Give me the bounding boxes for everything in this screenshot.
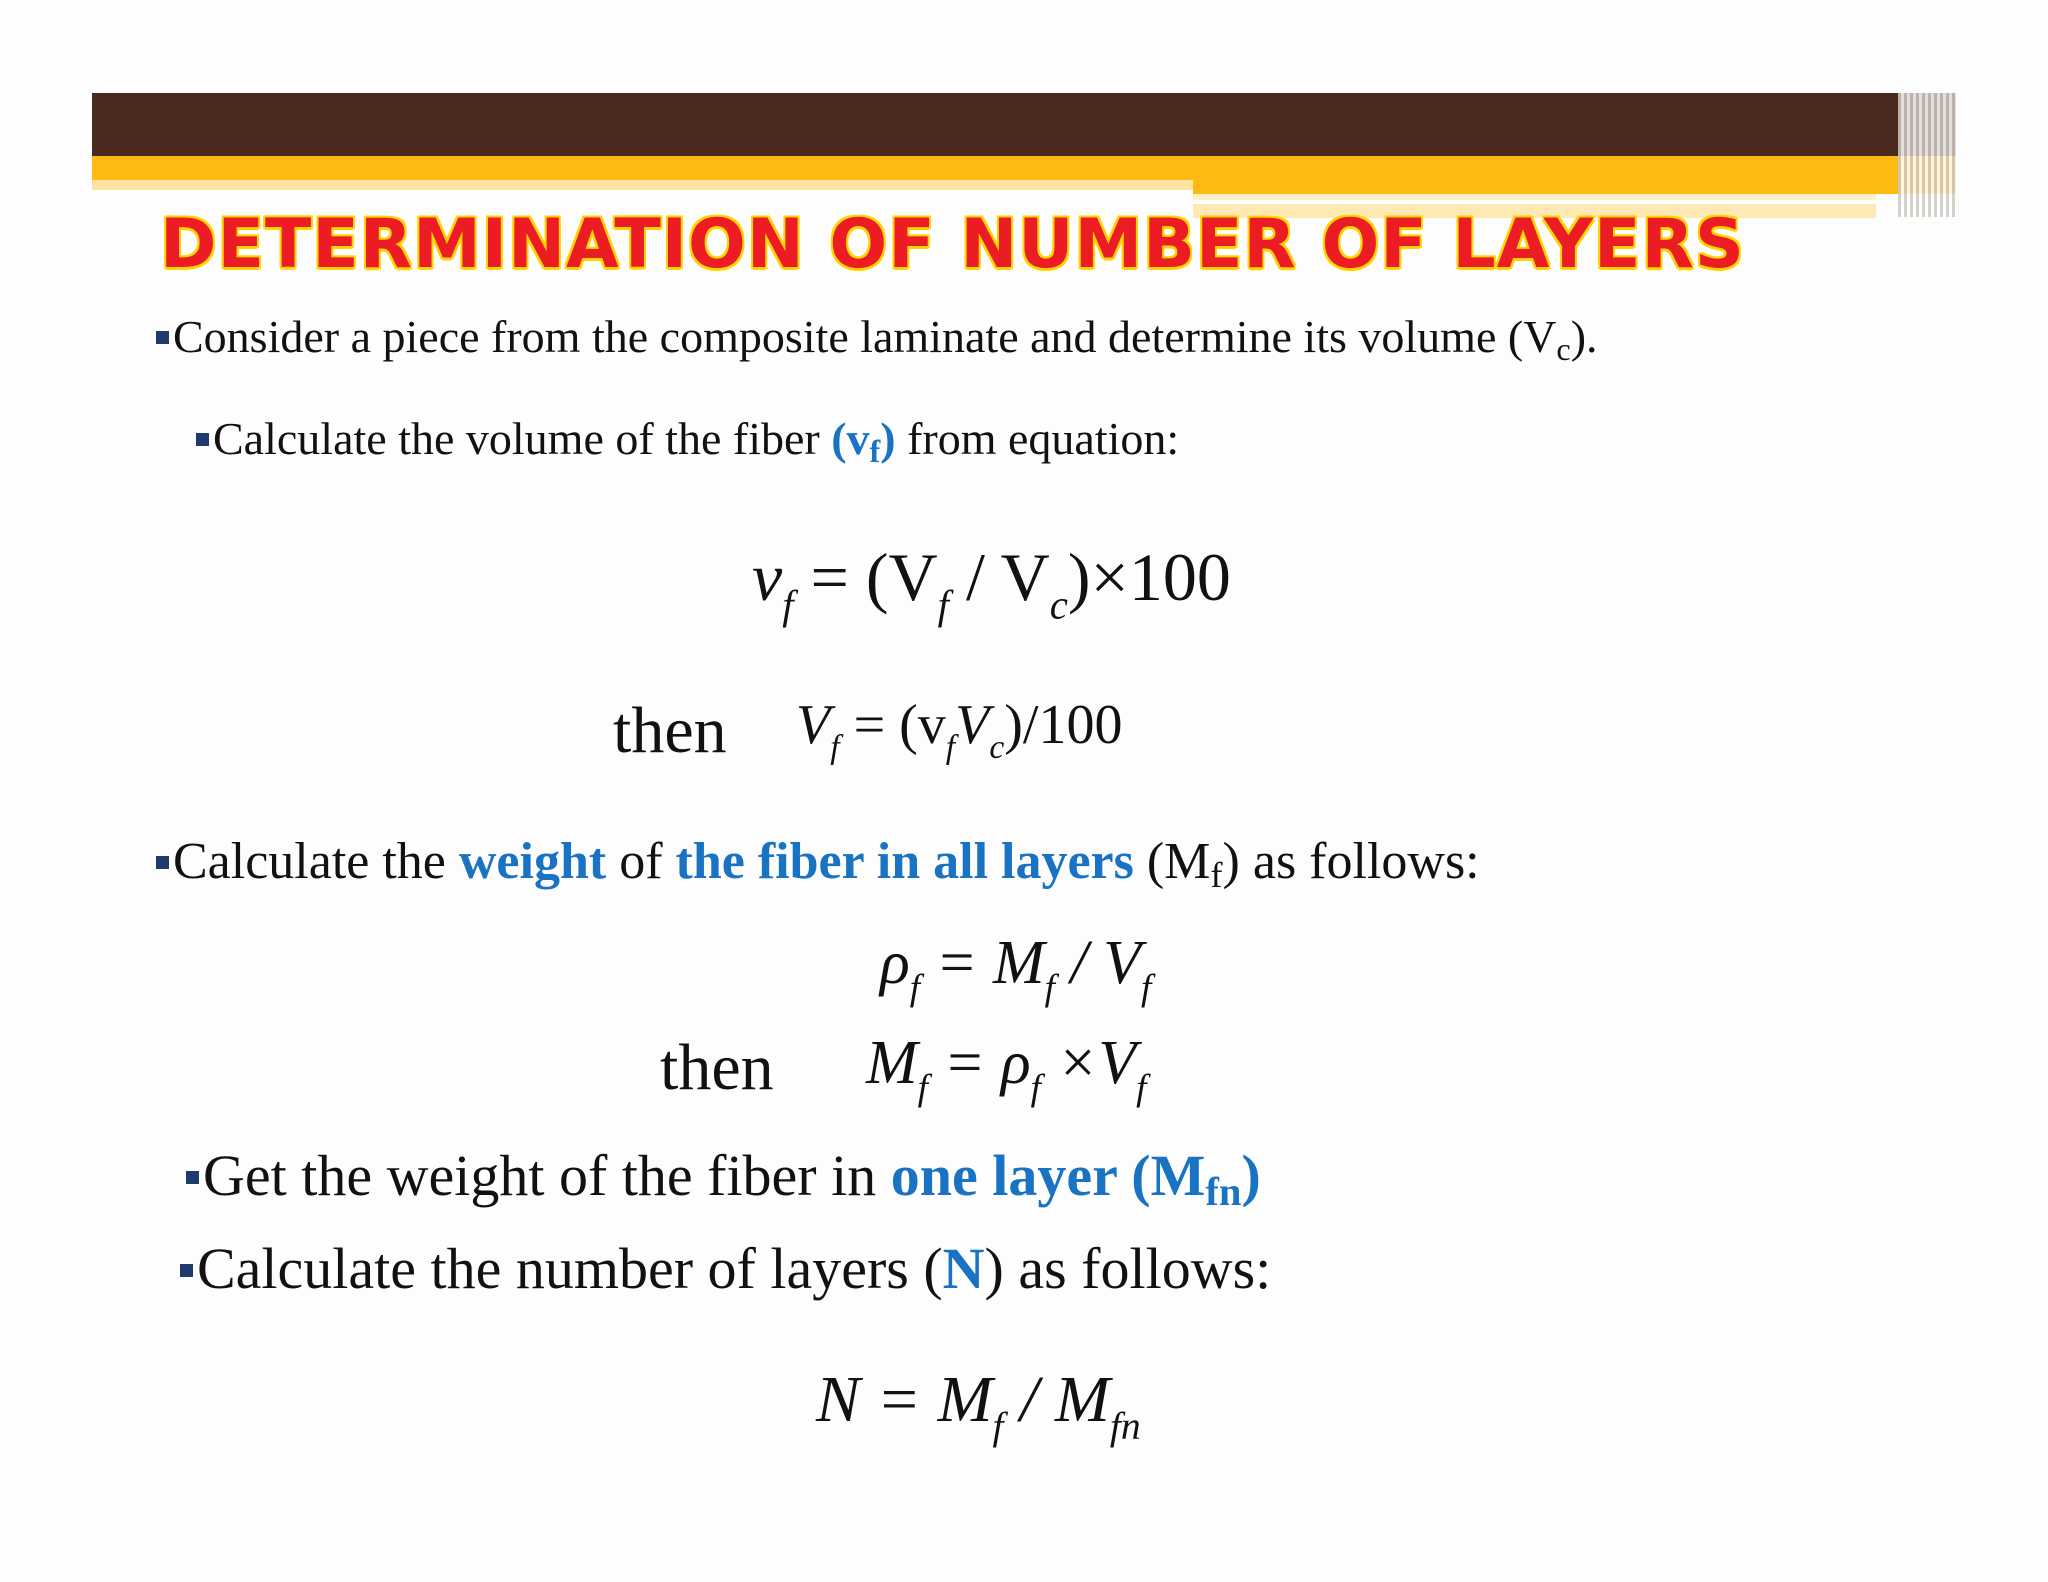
slide-title: DETERMINATION OF NUMBER OF LAYERS (160, 205, 1745, 284)
bullet-text: Calculate the (173, 833, 459, 890)
header-band-pale-right (1193, 194, 1876, 200)
eq-term: / M (1003, 1363, 1110, 1436)
eq-subscript: f (1136, 1067, 1147, 1109)
eq-term: = M (860, 1363, 993, 1436)
eq-term: )/100 (1004, 694, 1123, 756)
header-band-dark (92, 93, 1956, 156)
eq-subscript: f (782, 582, 794, 628)
eq-subscript: f (1044, 967, 1055, 1009)
eq-term: V (796, 694, 831, 756)
header-band-gold-right (1193, 180, 1956, 194)
eq-term: = ρ (928, 1029, 1031, 1097)
bullet-square-icon (186, 1171, 199, 1184)
equation-number-of-layers (816, 1362, 1141, 1449)
bullet-text: (M (1133, 833, 1211, 890)
equation-fiber-mass (866, 1028, 1147, 1110)
equation-fiber-density (880, 928, 1151, 1010)
eq-subscript: c (989, 729, 1005, 767)
eq-term: = (V (793, 539, 938, 615)
bullet-number-of-layers (180, 1235, 1271, 1302)
equation-fiber-volume (796, 693, 1122, 767)
bullet-square-icon (180, 1264, 193, 1277)
highlight-text: ) (880, 413, 896, 464)
subscript: f (1210, 855, 1223, 896)
equation-fiber-volume-fraction (752, 538, 1231, 628)
bullet-text: Consider a piece from the composite laminate and determine its volume (V (173, 311, 1557, 362)
eq-subscript: f (1030, 1067, 1041, 1109)
bullet-text: of (606, 833, 676, 890)
highlight-text: one layer (M (890, 1143, 1206, 1208)
bullet-text: Calculate the number of layers ( (197, 1236, 943, 1301)
eq-subscript: f (937, 582, 949, 628)
bullet-text: ) as follows: (984, 1236, 1272, 1301)
eq-term: V (955, 694, 990, 756)
eq-subscript: f (992, 1403, 1004, 1448)
highlight-one-layer (890, 1143, 1261, 1215)
bullet-text: ). (1570, 311, 1598, 362)
bullet-one-layer-weight (186, 1142, 1261, 1215)
bullet-calculate-fiber-volume (196, 412, 1179, 470)
highlight-fiber-all-layers: the fiber in all layers (675, 833, 1134, 890)
header-band-gold (92, 156, 1956, 180)
eq-subscript: f (909, 967, 921, 1009)
highlight-n: N (942, 1236, 985, 1301)
eq-term: = (v (839, 694, 946, 756)
eq-subscript: f (945, 729, 956, 767)
eq-subscript: f (830, 729, 840, 767)
eq-term: ρ (880, 929, 910, 997)
eq-term: )×100 (1067, 539, 1231, 615)
bullet-consider-volume (156, 310, 1598, 368)
bullet-text: Get the weight of the fiber in (203, 1143, 891, 1208)
bullet-calculate-fiber-weight (156, 832, 1480, 896)
subscript: c (1556, 331, 1571, 368)
bullet-text: from equation: (895, 413, 1180, 464)
eq-term: v (752, 539, 783, 615)
header-band-pale (92, 180, 1193, 190)
bullet-text: Calculate the volume of the fiber (213, 413, 832, 464)
then-label: then (660, 1031, 774, 1104)
eq-term: = M (920, 929, 1045, 997)
highlight-vf (831, 413, 896, 470)
highlight-text: ) (1241, 1143, 1261, 1208)
eq-term: / V (948, 539, 1050, 615)
then-label: then (613, 694, 727, 767)
bullet-square-icon (196, 433, 209, 446)
header-tick-marks (1898, 93, 1956, 217)
bullet-square-icon (156, 331, 169, 344)
subscript: f (869, 433, 881, 470)
eq-term: N (816, 1363, 861, 1436)
eq-term: M (866, 1029, 918, 1097)
eq-subscript: f (917, 1067, 928, 1109)
eq-subscript: f (1141, 967, 1152, 1009)
bullet-square-icon (156, 856, 169, 869)
eq-subscript: fn (1109, 1403, 1141, 1448)
subscript: fn (1205, 1169, 1242, 1215)
highlight-weight: weight (458, 833, 607, 890)
bullet-text: ) as follows: (1222, 833, 1480, 890)
eq-subscript: c (1049, 582, 1068, 628)
highlight-text: (v (831, 413, 870, 464)
eq-term: / V (1054, 929, 1142, 997)
eq-term: ×V (1040, 1029, 1137, 1097)
